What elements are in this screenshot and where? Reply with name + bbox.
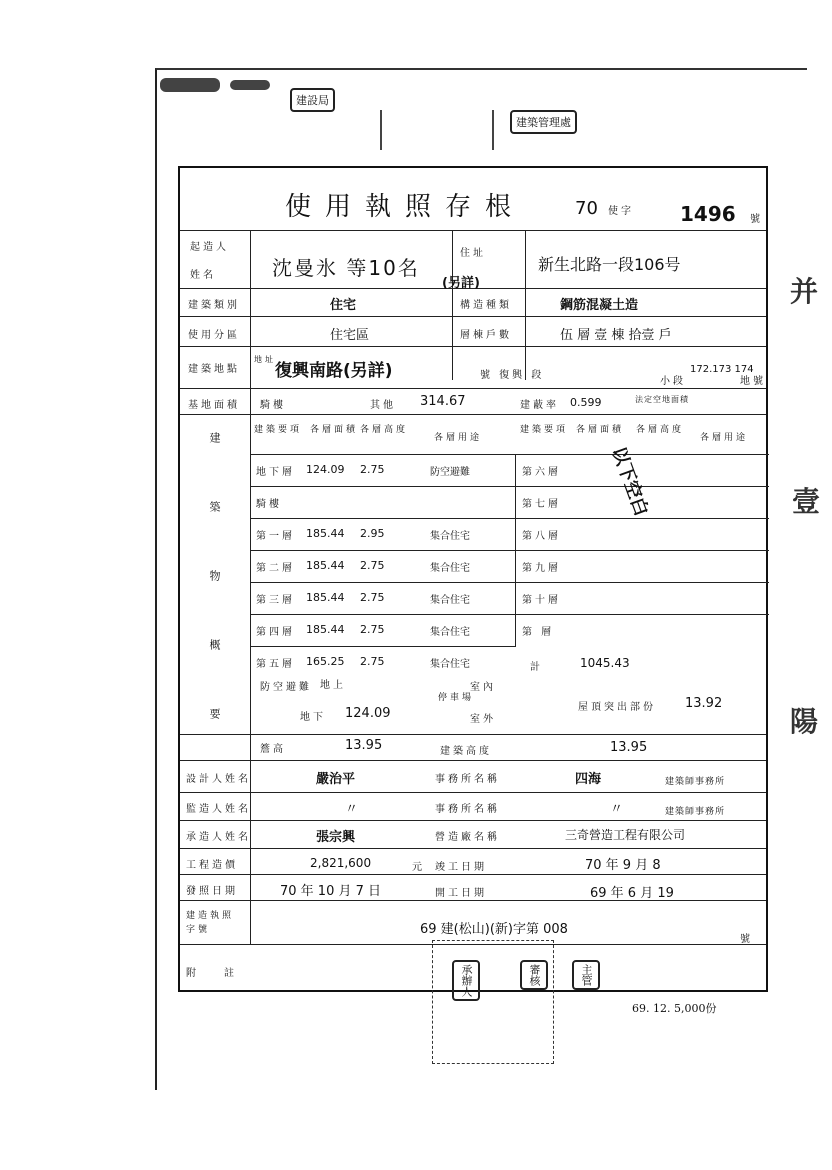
top-stamp-smudge [160, 78, 220, 92]
floor-row [250, 614, 515, 647]
floor-use: 集合住宅 [430, 659, 470, 670]
floor-name: 第四層 [256, 627, 295, 638]
remarks-label: 附註 [186, 968, 262, 979]
col-use: 各層用途 [434, 433, 483, 443]
contractor-label: 承造人姓名 [186, 832, 251, 843]
site-subsection: 小段 [660, 376, 686, 387]
floor-row [250, 646, 515, 679]
floor-height: 2.95 [360, 527, 385, 540]
other-value: 314.67 [420, 394, 466, 409]
parking-outdoor: 室外 [470, 714, 496, 725]
rule [180, 874, 766, 875]
eave-label: 簷高 [260, 744, 286, 755]
col-area: 各層面積 [310, 425, 359, 435]
site-section: 號 復興 段 [480, 370, 545, 381]
form-prefix: 使字 [608, 206, 634, 217]
permit-label: 建造執照 [186, 911, 235, 921]
parking-label: 停車場 [438, 693, 475, 703]
rule [180, 792, 766, 793]
rule [180, 820, 766, 821]
form-year: 70 [575, 198, 598, 219]
floor-name: 第五層 [256, 659, 295, 670]
floor-use: 集合住宅 [430, 627, 470, 638]
other-label: 其他 [370, 400, 396, 411]
coverage-value: 0.599 [570, 396, 602, 409]
rule [180, 760, 766, 761]
permit-value: 69 建(松山)(新)字第 008 [420, 922, 568, 937]
cost-value: 2,821,600 [310, 856, 372, 870]
floor-area: 185.44 [306, 527, 345, 540]
col-rule [452, 230, 453, 380]
rooftop-label: 屋頂突出部份 [578, 702, 656, 713]
permit-suffix: 號 [740, 934, 753, 945]
floors-value: 伍 層 壹 棟 拾壹 戶 [560, 328, 672, 343]
floor-use: 集合住宅 [430, 531, 470, 542]
floor-area: 185.44 [306, 591, 345, 604]
rule [180, 388, 766, 389]
start-value: 69 年 6 月 19 [590, 886, 674, 901]
seal-box [432, 940, 554, 1064]
floor-name-right: 第 層 [522, 627, 555, 638]
rule [180, 734, 766, 735]
floor-height: 2.75 [360, 591, 385, 604]
site-value: 復興南路(另詳) [275, 361, 393, 381]
floor-area: 165.25 [306, 655, 345, 668]
issue-label: 發照日期 [186, 886, 238, 897]
form-title: 使用執照存根 [285, 192, 526, 222]
col-height: 各層高度 [360, 425, 409, 435]
floor-row [250, 454, 515, 487]
site-label-small: 地址 [254, 355, 276, 364]
supervisor-suffix: 建築師事務所 [665, 807, 726, 817]
contractor-firm-label: 營造廠名稱 [435, 832, 500, 843]
floor-height: 2.75 [360, 559, 385, 572]
floor-use: 集合住宅 [430, 563, 470, 574]
blank-note: 以下空白 [607, 444, 652, 519]
floor-height: 2.75 [360, 623, 385, 636]
cost-label: 工程造價 [186, 860, 238, 871]
floor-area: 124.09 [306, 463, 345, 476]
designer-office-label: 事務所名稱 [435, 774, 500, 785]
site-lot-label: 地號 [740, 376, 766, 387]
rule [180, 316, 766, 317]
floor-name: 地下層 [256, 467, 295, 478]
category-label: 建築類別 [188, 300, 240, 311]
floor-row [250, 486, 515, 519]
designer-office-value: 四海 [575, 772, 602, 787]
owner-address: 新生北路一段106号 [538, 255, 681, 274]
issue-value: 70 年 10 月 7 日 [280, 884, 382, 899]
permit-form [178, 166, 768, 992]
col-use-r: 各層用途 [700, 433, 749, 443]
floor-row-right [515, 582, 769, 615]
floor-row-right [515, 614, 769, 647]
floor-name: 第三層 [256, 595, 295, 606]
shelter-above: 地上 [320, 680, 346, 691]
bldg-height-label: 建築高度 [440, 746, 492, 757]
floor-area: 185.44 [306, 623, 345, 636]
total-value: 1045.43 [580, 656, 630, 670]
top-stamp-lines [380, 110, 494, 150]
permit-label-2: 字號 [186, 925, 211, 935]
seal-3: 主管 [572, 960, 600, 990]
col-height-r: 各層高度 [636, 425, 685, 435]
site-label: 建築地點 [188, 364, 240, 375]
floor-row [250, 582, 515, 615]
site-lots: 172.173 174 [690, 364, 754, 375]
form-number: 1496 [680, 202, 736, 226]
top-stamp-1: 建設局 [290, 88, 335, 112]
legal-open-label: 法定空地面積 [635, 395, 689, 404]
floor-use: 防空避難 [430, 467, 470, 478]
owner-redaction: (另詳) [442, 276, 480, 291]
rule [180, 414, 766, 415]
supervisor-office-label: 事務所名稱 [435, 804, 500, 815]
designer-label: 設計人姓名 [186, 774, 251, 785]
shelter-label: 防空避難 [260, 682, 312, 693]
zoning-value: 住宅區 [330, 328, 370, 343]
designer-suffix: 建築師事務所 [665, 777, 726, 787]
shelter-below-value: 124.09 [345, 706, 391, 721]
owner-name: 沈曼氷 等10名 [272, 256, 420, 280]
parking-indoor: 室內 [470, 682, 496, 693]
designer-value: 嚴治平 [316, 772, 356, 787]
floor-height: 2.75 [360, 463, 385, 476]
rule [180, 230, 766, 231]
floor-name-right: 第八層 [522, 531, 561, 542]
bleed-char-3: 陽 [790, 705, 819, 738]
overview-title: 建築物概要 [208, 432, 221, 777]
rule [180, 900, 766, 901]
structure-label: 構造種類 [460, 300, 512, 311]
rule [180, 848, 766, 849]
floor-name-right: 第六層 [522, 467, 561, 478]
floor-area: 185.44 [306, 559, 345, 572]
total-label: 計 [530, 662, 543, 673]
floor-row-right [515, 550, 769, 583]
col-item: 建築要項 [254, 425, 303, 435]
contractor-value: 張宗興 [316, 830, 356, 845]
top-stamp-smudge-2 [230, 80, 270, 90]
contractor-firm-value: 三奇營造工程有限公司 [565, 828, 686, 842]
owner-label: 起造人 [190, 242, 229, 253]
bleed-char-2: 壹 [792, 485, 821, 518]
floor-name-right: 第七層 [522, 499, 561, 510]
printing-note: 69. 12. 5,000份 [632, 1002, 717, 1015]
supervisor-office-value: 〃 [610, 802, 624, 817]
floor-use: 集合住宅 [430, 595, 470, 606]
done-value: 70 年 9 月 8 [585, 858, 661, 873]
col-rule [525, 230, 526, 380]
site-area-label: 基地面積 [188, 400, 240, 411]
cost-unit: 元 [412, 862, 425, 873]
floor-height: 2.75 [360, 655, 385, 668]
floor-name-right: 第十層 [522, 595, 561, 606]
category-value: 住宅 [330, 298, 357, 313]
start-label: 開工日期 [435, 888, 487, 899]
floor-row [250, 550, 515, 583]
structure-value: 鋼筋混凝土造 [560, 298, 639, 313]
done-label: 竣工日期 [435, 862, 487, 873]
zoning-label: 使用分區 [188, 330, 240, 341]
form-number-suffix: 號 [750, 214, 763, 225]
seal-1: 承辦人 [452, 960, 480, 1001]
floor-row [250, 518, 515, 551]
rooftop-value: 13.92 [685, 696, 723, 711]
bldg-height-value: 13.95 [610, 740, 648, 755]
col-area-r: 各層面積 [576, 425, 625, 435]
shelter-below: 地下 [300, 712, 326, 723]
coverage-label: 建蔽率 [520, 400, 559, 411]
bleed-char-1: 并 [790, 275, 819, 308]
eave-value: 13.95 [345, 738, 383, 753]
top-stamp-2: 建築管理處 [510, 110, 577, 134]
col-item-r: 建築要項 [520, 425, 569, 435]
arcade-label: 騎樓 [260, 400, 286, 411]
floor-name: 騎樓 [256, 499, 282, 510]
floors-label: 層棟戶數 [460, 330, 512, 341]
floor-row-right [515, 518, 769, 551]
floor-name: 第一層 [256, 531, 295, 542]
floor-name-right: 第九層 [522, 563, 561, 574]
seal-2: 審核 [520, 960, 548, 990]
supervisor-label: 監造人姓名 [186, 804, 251, 815]
rule [180, 346, 766, 347]
owner-label-2: 姓名 [190, 270, 216, 281]
supervisor-value: 〃 [345, 802, 359, 817]
floor-name: 第二層 [256, 563, 295, 574]
address-label: 住址 [460, 248, 486, 259]
